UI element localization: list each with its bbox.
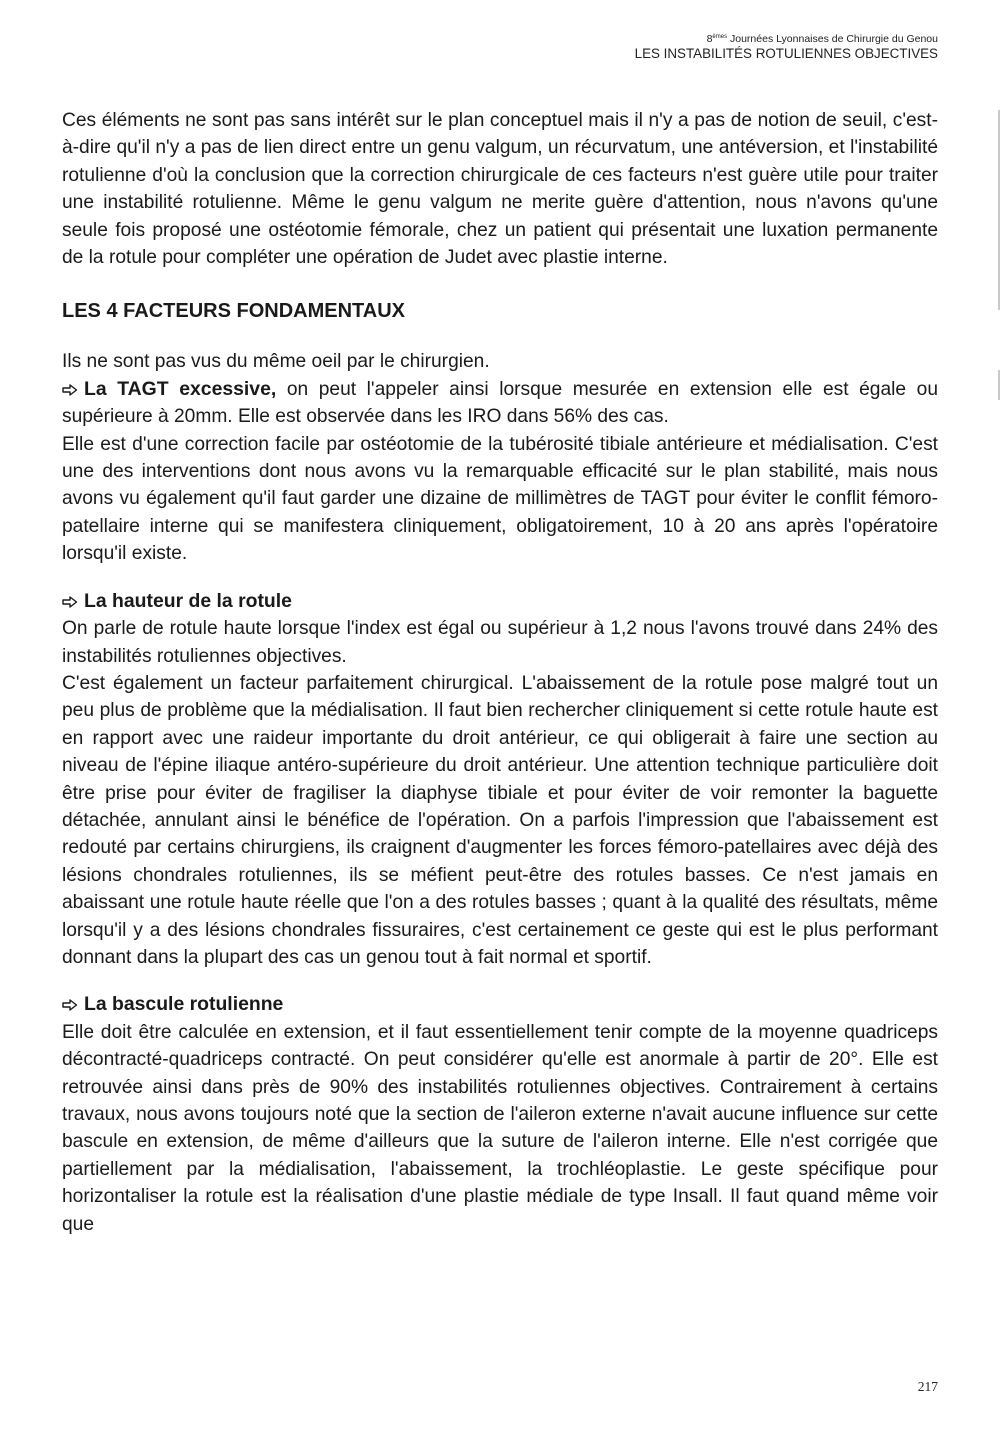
hauteur-paragraph-1: On parle de rotule haute lorsque l'index est égal ou supérieur à 1,2 nous l'avons trouvé dans 24% des instabilités rotuliennes objectives. xyxy=(62,618,938,667)
tagt-paragraph: Elle est d'une correction facile par ostéotomie de la tubérosité tibiale antérieure et médialisation. C'est une des interventions dont nous avons vu la remarquable efficacité sur le plan stabilité, mais nous avons vu également qu'il faut garder une dizaine de millimètres de TAGT pour éviter le conflit fémoro-patellaire interne qui se manifestera cliniquement, obligatoirement, 10 à 20 ans après l'opératoire lorsqu'il existe. xyxy=(62,433,938,565)
bascule-heading: La bascule rotulienne xyxy=(84,993,284,1016)
hauteur-paragraph-2: C'est également un facteur parfaitement chirurgical. L'abaissement de la rotule pose malgré tout un peu plus de problème que la médialisation. Il faut bien rechercher cliniquement si cette rotule haute est en rapport avec une raideur importante du droit antérieur, ce qui obligerait à faire une section au niveau de l'épine iliaque antéro-supérieure du droit antérieur. Une attention technique particulière doit être prise pour éviter de fragiliser la diaphyse tibiale et pour éviter de voir remonter la baguette détachée, annulant ainsi le bénéfice de l'opération. On a parfois l'impression que l'abaissement est redouté par certains chirurgiens, ils craignent d'augmenter les forces fémoro-patellaires avec déjà des lésions chondrales rotuliennes, ils se méfient peut-être des rotules basses. Ce n'est jamais en abaissant une rotule haute réelle que l'on a des rotules basses ; quant à la qualité des résultats, même lorsqu'il y a des lésions chondrales fissuraires, c'est certainement ce geste qui est le plus performant donnant dans la plupart des cas un genou tout à fait normal et sportif. xyxy=(62,672,938,968)
section-heading: LES 4 FACTEURS FONDAMENTAUX xyxy=(62,300,405,323)
right-arrow-outline-icon xyxy=(62,999,78,1011)
hauteur-heading: La hauteur de la rotule xyxy=(84,589,292,612)
hauteur-heading-line xyxy=(62,588,938,615)
bascule-heading-line xyxy=(62,991,938,1018)
right-arrow-outline-icon xyxy=(62,384,78,396)
tagt-lead-text: on peut l'appeler ainsi lorsque mesurée en extension elle est égale ou supérieure à 20mm. Elle est observée dans les IRO dans 56% des cas. xyxy=(62,378,938,428)
edition-number: 8 xyxy=(706,33,713,45)
tagt-lead-paragraph xyxy=(62,376,938,431)
tagt-label: La TAGT excessive, xyxy=(84,377,277,400)
page-number: 217 xyxy=(917,1379,938,1394)
section-intro: Ils ne sont pas vus du même oeil par le chirurgien. xyxy=(62,351,490,373)
journal-title xyxy=(635,30,938,46)
edition-suffix: èmes xyxy=(712,34,728,40)
bascule-paragraph: Elle doit être calculée en extension, et il faut essentiellement tenir compte de la moyenne quadriceps décontracté-quadriceps contracté. On peut considérer qu'elle est anormale à partir de 20°. Elle est retrouvée ainsi dans près de 90% des instabilités rotuliennes objectives. Contrairement à certains travaux, nous avons toujours noté que la section de l'aileron externe n'avait aucune influence sur cette bascule en extension, de même d'ailleurs que la suture de l'aileron interne. Elle n'est corrigée que partiellement par la médialisation, l'abaissement, la trochléoplastie. Le geste spécifique pour horizontaliser la rotule est la réalisation d'une plastie médiale de type Insall. Il faut quand même voir que xyxy=(62,1021,938,1235)
right-arrow-outline-icon xyxy=(62,596,78,608)
journal-name: Journées Lyonnaises de Chirurgie du Genou xyxy=(727,33,938,45)
chapter-title: LES INSTABILITÉS ROTULIENNES OBJECTIVES xyxy=(634,46,938,61)
page-body xyxy=(62,107,938,1238)
intro-paragraph: Ces éléments ne sont pas sans intérêt sur le plan conceptuel mais il n'y a pas de notion de seuil, c'est-à-dire qu'il n'y a pas de lien direct entre un genu valgum, un récurvatum, une antéversion, et l'instabilité rotulienne d'où la conclusion que la correction chirurgicale de ces facteurs n'est guère utile pour traiter une instabilité rotulienne. Même le genu valgum ne merite guère d'attention, nous n'avons qu'une seule fois proposé une ostéotomie fémorale, chez un patient qui présentait une luxation permanente de la rotule pour compléter une opération de Judet avec plastie interne. xyxy=(62,110,938,269)
running-header xyxy=(635,30,938,61)
